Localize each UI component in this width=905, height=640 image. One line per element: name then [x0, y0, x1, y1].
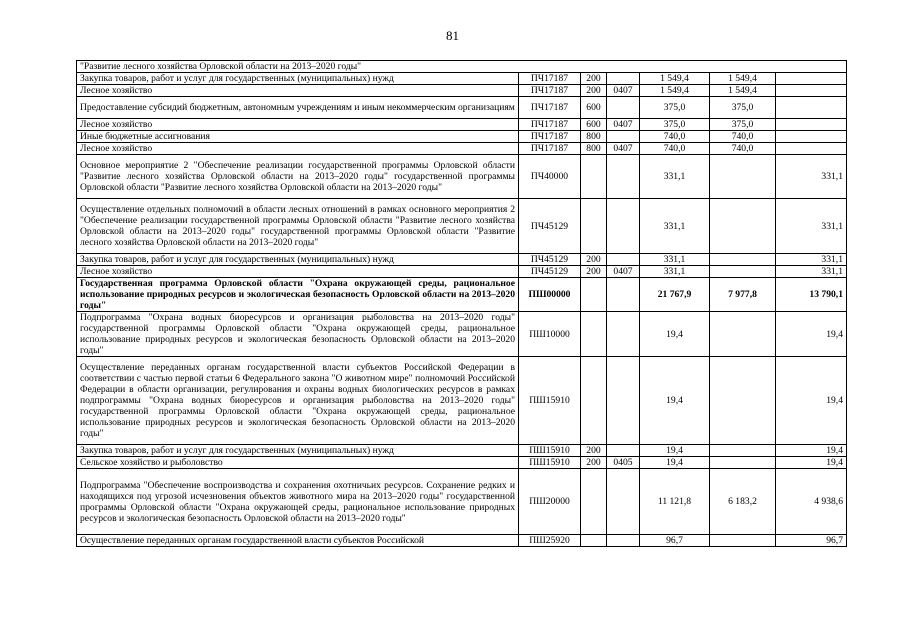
row-value-regional [710, 254, 776, 266]
row-expense-type: 200 [581, 73, 607, 85]
table-row [77, 469, 847, 535]
row-expense-type: 200 [581, 266, 607, 278]
row-value-federal [776, 131, 847, 143]
page-number: 81 [446, 28, 459, 43]
row-value-federal: 19,4 [776, 445, 847, 457]
row-value-federal: 331,1 [776, 254, 847, 266]
row-section-code [607, 155, 640, 199]
table-row [77, 97, 847, 119]
row-value-total: 1 549,4 [640, 73, 710, 85]
row-value-regional: 7 977,8 [710, 278, 776, 312]
table-row [77, 254, 847, 266]
row-expense-type [581, 357, 607, 445]
row-name: Основное мероприятие 2 "Обеспечение реализации государственной программы Орловской области "Развитие лесного хозяйства Орловской области на 2013–2020 годы" государственной программы Орловской области "Развитие лесного хозяйства Орловской области на 2013–2020 годы" [77, 155, 519, 199]
row-value-federal: 331,1 [776, 266, 847, 278]
row-value-regional [710, 199, 776, 254]
row-section-code [607, 97, 640, 119]
row-name: "Развитие лесного хозяйства Орловской области на 2013–2020 годы" [77, 61, 847, 73]
table-row [77, 155, 847, 199]
row-section-code [607, 254, 640, 266]
row-value-regional [710, 457, 776, 469]
row-target-code: ПШ10000 [519, 312, 581, 357]
table-row [77, 131, 847, 143]
row-value-regional [710, 312, 776, 357]
row-name: Лесное хозяйство [77, 143, 519, 155]
row-target-code: ПЧ17187 [519, 73, 581, 85]
row-target-code: ПШ25920 [519, 535, 581, 547]
row-value-federal [776, 143, 847, 155]
row-target-code: ПЧ17187 [519, 143, 581, 155]
row-value-federal: 331,1 [776, 155, 847, 199]
row-value-regional: 375,0 [710, 119, 776, 131]
row-section-code: 0407 [607, 85, 640, 97]
row-section-code: 0407 [607, 143, 640, 155]
row-value-regional [710, 266, 776, 278]
row-value-federal [776, 73, 847, 85]
row-target-code: ПЧ17187 [519, 97, 581, 119]
row-value-regional [710, 445, 776, 457]
row-name: Лесное хозяйство [77, 85, 519, 97]
row-expense-type: 200 [581, 254, 607, 266]
row-name: Государственная программа Орловской области "Охрана окружающей среды, рациональное использование природных ресурсов и экологическая безопасность Орловской области на 2013–2020 годы" [77, 278, 519, 312]
row-expense-type [581, 469, 607, 535]
row-expense-type [581, 155, 607, 199]
row-target-code: ПЧ17187 [519, 85, 581, 97]
table-row [77, 445, 847, 457]
row-value-total: 1 549,4 [640, 85, 710, 97]
row-name: Подпрограмма "Обеспечение воспроизводства и сохранения охотничьих ресурсов. Сохранение редких и находящихся под угрозой исчезновения объектов животного мира на 2013–2020 годы" государственной программы Орловской области "Охрана окружающей среды, рациональное использование природных ресурсов и экологическая безопасность Орловской области на 2013–2020 годы" [77, 469, 519, 535]
row-value-regional [710, 155, 776, 199]
row-section-code [607, 312, 640, 357]
row-value-federal: 96,7 [776, 535, 847, 547]
table-row [77, 266, 847, 278]
row-value-regional: 740,0 [710, 131, 776, 143]
row-name: Предоставление субсидий бюджетным, автономным учреждениям и иным некоммерческим организациям [77, 97, 519, 119]
row-section-code [607, 357, 640, 445]
row-expense-type: 200 [581, 457, 607, 469]
row-value-regional: 740,0 [710, 143, 776, 155]
row-expense-type [581, 535, 607, 547]
row-value-federal: 4 938,6 [776, 469, 847, 535]
table-row [77, 73, 847, 85]
row-section-code: 0407 [607, 119, 640, 131]
row-section-code [607, 199, 640, 254]
row-section-code [607, 131, 640, 143]
row-target-code: ПЧ17187 [519, 131, 581, 143]
row-value-federal [776, 119, 847, 131]
row-target-code: ПШ20000 [519, 469, 581, 535]
row-value-federal: 19,4 [776, 357, 847, 445]
row-expense-type: 600 [581, 97, 607, 119]
row-value-total: 331,1 [640, 155, 710, 199]
row-value-federal: 331,1 [776, 199, 847, 254]
row-expense-type: 200 [581, 445, 607, 457]
row-expense-type: 800 [581, 143, 607, 155]
row-target-code: ПЧ45129 [519, 199, 581, 254]
table-row [77, 61, 847, 73]
table-row [77, 119, 847, 131]
row-value-total: 19,4 [640, 357, 710, 445]
row-target-code: ПШ15910 [519, 457, 581, 469]
row-section-code [607, 73, 640, 85]
row-target-code: ПЧ17187 [519, 119, 581, 131]
row-name: Лесное хозяйство [77, 119, 519, 131]
table-row [77, 143, 847, 155]
row-section-code [607, 535, 640, 547]
row-value-regional: 375,0 [710, 97, 776, 119]
row-name: Осуществление переданных органам государственной власти субъектов Российской Федерации в соответствии с частью первой статьи 6 Федерального закона "О животном мире" полномочий Российской Федерации в области организации, регулирования и охраны водных биологических ресурсов в рамках подпрограммы "Охрана водных биоресурсов и организация рыболовства на 2013–2020 годы" государственной программы Орловской области "Охрана окружающей среды, рациональное использование природных ресурсов и экологическая безопасность Орловской области на 2013–2020 годы" [77, 357, 519, 445]
row-value-total: 331,1 [640, 266, 710, 278]
row-name: Иные бюджетные ассигнования [77, 131, 519, 143]
row-name: Лесное хозяйство [77, 266, 519, 278]
row-value-total: 740,0 [640, 143, 710, 155]
row-value-federal: 19,4 [776, 312, 847, 357]
row-value-total: 19,4 [640, 312, 710, 357]
table-body [77, 61, 847, 547]
row-expense-type [581, 278, 607, 312]
row-value-federal: 19,4 [776, 457, 847, 469]
row-value-total: 740,0 [640, 131, 710, 143]
row-value-total: 19,4 [640, 445, 710, 457]
row-value-total: 375,0 [640, 97, 710, 119]
table-row [77, 535, 847, 547]
row-value-total: 96,7 [640, 535, 710, 547]
table-row [77, 199, 847, 254]
budget-table [76, 60, 847, 547]
table-row [77, 457, 847, 469]
row-name: Осуществление переданных органам государственной власти субъектов Российской [77, 535, 519, 547]
row-target-code: ПЧ45129 [519, 254, 581, 266]
row-name: Закупка товаров, работ и услуг для государственных (муниципальных) нужд [77, 445, 519, 457]
row-value-total: 11 121,8 [640, 469, 710, 535]
row-value-total: 21 767,9 [640, 278, 710, 312]
row-name: Осуществление отдельных полномочий в области лесных отношений в рамках основного мероприятия 2 "Обеспечение реализации государственной программы Орловской области "Развитие лесного хозяйства Орловской области на 2013–2020 годы" государственной программы Орловской области "Развитие лесного хозяйства Орловской области на 2013–2020 годы" [77, 199, 519, 254]
row-expense-type: 200 [581, 85, 607, 97]
row-expense-type: 800 [581, 131, 607, 143]
row-value-total: 331,1 [640, 254, 710, 266]
row-target-code: ПШ15910 [519, 357, 581, 445]
row-target-code: ПЧ40000 [519, 155, 581, 199]
row-target-code: ПШ15910 [519, 445, 581, 457]
row-expense-type [581, 312, 607, 357]
row-value-total: 19,4 [640, 457, 710, 469]
table-row [77, 278, 847, 312]
row-expense-type: 600 [581, 119, 607, 131]
row-value-total: 331,1 [640, 199, 710, 254]
row-value-total: 375,0 [640, 119, 710, 131]
row-section-code: 0407 [607, 266, 640, 278]
row-name: Сельское хозяйство и рыболовство [77, 457, 519, 469]
table-row [77, 312, 847, 357]
row-value-federal [776, 97, 847, 119]
table-row [77, 357, 847, 445]
row-section-code [607, 445, 640, 457]
row-value-federal [776, 85, 847, 97]
row-target-code: ПШ00000 [519, 278, 581, 312]
row-expense-type [581, 199, 607, 254]
row-value-regional: 1 549,4 [710, 73, 776, 85]
row-value-regional [710, 535, 776, 547]
row-section-code [607, 278, 640, 312]
row-name: Закупка товаров, работ и услуг для государственных (муниципальных) нужд [77, 254, 519, 266]
row-target-code: ПЧ45129 [519, 266, 581, 278]
row-section-code: 0405 [607, 457, 640, 469]
table-row [77, 85, 847, 97]
row-value-regional [710, 357, 776, 445]
row-section-code [607, 469, 640, 535]
row-value-regional: 6 183,2 [710, 469, 776, 535]
row-name: Закупка товаров, работ и услуг для государственных (муниципальных) нужд [77, 73, 519, 85]
row-value-federal: 13 790,1 [776, 278, 847, 312]
row-value-regional: 1 549,4 [710, 85, 776, 97]
row-name: Подпрограмма "Охрана водных биоресурсов и организация рыболовства на 2013–2020 годы" государственной программы Орловской области "Охрана окружающей среды, рациональное использование природных ресурсов и экологическая безопасность Орловской области на 2013–2020 годы" [77, 312, 519, 357]
